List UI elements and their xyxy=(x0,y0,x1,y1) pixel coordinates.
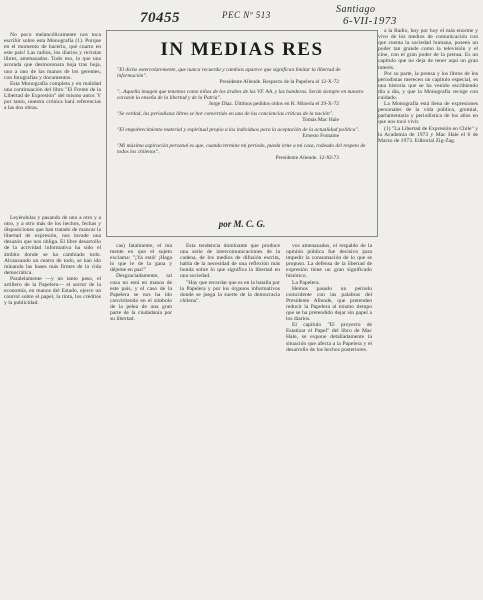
handwritten-archive-number: 70455 xyxy=(140,10,180,26)
quote-text: "Se verdad, las periodistas libres se hor convertido en una de las conciencias críticas de la nación". xyxy=(117,111,334,117)
quote-text: "Mi máxima aspiración personal es que, cuando termine mi período, pueda irme a mi casa, rodeado del respeto de todos los chilenos". xyxy=(117,143,366,155)
paragraph: cas) fatalmente, el ma mente en que el sujeto exclama: "¡Ya está! ¡Haga lo que le de la gana y déjeme en paz!" xyxy=(110,243,172,274)
epigraph-quote-3 xyxy=(117,111,369,123)
epigraph-quote-1 xyxy=(117,67,369,85)
epigraph-quotes xyxy=(117,67,369,165)
paragraph: Hemos pasado un período coincidente con las palabras del Presidente Allende, que pretenden reducir la Papelera al mismo tiempo que se ha pretendido dejar sin papel a los diarios. xyxy=(286,285,372,323)
paragraph: Desgraciadamente, tal cosa no está en manos de este país, y el caso de la Papelera se nos ha ido convirtiendo en el símbolo de la pelea de una gran parte de la ciudadanía por su libertad. xyxy=(110,273,172,323)
footnote: (1) "La Libertad de Expresión en Chile" y la Academia de 1973 y Mac Hale el 6 de Marzo de 1973. Editorial Zig-Zag. xyxy=(378,125,478,144)
quote-source: Presidente Allende. Respecto de la Papelera el 12-X-72 xyxy=(219,79,339,85)
epigraph-quote-2 xyxy=(117,89,369,107)
article-column-3 xyxy=(180,243,280,583)
quote-source: Jorge Díaz. Últimos pedidos oídos en R. Minería el 29-X-72 xyxy=(208,101,339,107)
headline-box xyxy=(106,30,378,237)
paragraph: Esta tendencia dominante que produce una serie de intercomunicaciones de la cadena, de los medios de difusión escrita, habla de la necesidad de una reflexión más honda sobre lo que significa la libertad en una sociedad. xyxy=(180,243,280,280)
article-column-1-lower xyxy=(4,215,101,575)
paragraph: Esta Monografía completa y en realidad una continuación del libro "El Frente de la Libertad de Expresión" del mismo autor. Y por tanto, nuestra crónica hará referencias a las dos obras. xyxy=(4,80,101,112)
paragraph: Paralelamente —y no tanto paso, el artillero de la Papelera— el sector de la economía, en manos del Estado, ejerce un control sobre el papel, la tinta, los créditos y la publicidad. xyxy=(4,275,101,307)
paragraph: vos amenazados, el respaldo de la opinión pública fue decisivo para impedir la consumación de lo que se propuso. La defensa de la libertad de expresión tiene un gran significado histórico. xyxy=(286,243,372,280)
handwritten-date-note: 6-VII-1973 xyxy=(343,15,397,27)
section-subheading: La Papelera. xyxy=(292,279,320,286)
handwritten-source-note: PEC Nº 513 xyxy=(222,10,271,20)
quote-text: "...Aquella imagen que tenemos como niños de los árabes de las VF. AA. y las banderas. Serán siempre en nuestro corazón la enseña de la libertad y de la Patria". xyxy=(117,89,364,101)
article-headline: IN MEDIAS RES xyxy=(160,39,324,60)
article-column-5 xyxy=(378,28,478,588)
article-byline: por M. C. G. xyxy=(218,219,266,229)
article-column-4 xyxy=(286,243,372,583)
article-column-2 xyxy=(110,243,172,583)
quote-source: Tomás Mac Hale xyxy=(302,117,339,123)
paragraph: Por su parte, la prensa y los libros de los periodistas merecen un capítulo especial, es una historia que se ha venido escribiendo día a día, y que la Monografía recoge con cuidado. xyxy=(378,70,478,102)
paragraph: "Hay que recordar que es en la batalla por la Papelera y por los órganos informativos donde se juega la suerte de la democracia chilena". xyxy=(180,279,280,304)
paragraph: a la Radio, hoy por hoy el más enorme y vivo de los medios de comunicación con que cuenta la sociedad humana, poseen un poder tan grande como la televisión y el cine, con el gran poder de la prensa. Es un capítulo que no deja de tener aquí un gran interés. xyxy=(378,28,478,71)
paragraph: No poco melancólicamente nos toca escribir sobre esta Monografía (1). Porque en el momento de hacerlo, qué cuarto en este país! Las radios, los diarios y revistas libres, amenazados. Todo eso, lo que una acorada que desmoronara hoja tras hoja, uno a uno de las manos de los gerentes, con fotografías y documentos. xyxy=(4,32,101,81)
quote-text: "El empobrecimiento material y espiritual propio a los individuos para la aceptación de la actualidad política". xyxy=(117,127,359,133)
quote-source: Presidente Allende. 12-XI-73 xyxy=(275,155,339,161)
epigraph-quote-5 xyxy=(117,143,369,161)
quote-text: "El dicho estercolaremente, que nunca recuerda y cambios aparece que significan limitar la libertad de información". xyxy=(117,67,341,79)
paragraph: El capítulo "El proyecto de Estatizar el Papel" del libro de Mac Hale, se expone detalladamente la situación que afecta a la Papelera y el desarrollo de los hechos posteriores. xyxy=(286,322,372,353)
epigraph-quote-4 xyxy=(117,127,369,139)
paragraph: La Monografía está llena de expresiones personales de la vida pública, gremial, parlamentaria y periodística de los años en que nos tocó vivir. xyxy=(378,101,478,126)
quote-source: Ernesto Fontaine xyxy=(302,133,339,139)
paragraph: Leyéndolas y pasando de uno a otro y a otro, y a otro más de los hechos, fechas y disposiciones que han tratado de mancar la libertad de expresión, nos invade una desazón que nos obliga. El libre desarrollo de la actividad informativa ha sido el ámbito donde se ha cambiado todo. Alcanzando un centro de todo, se han ido minando las bases más firmes de la vida democrática. xyxy=(4,215,101,276)
handwritten-place-note: Santiago xyxy=(336,4,376,15)
